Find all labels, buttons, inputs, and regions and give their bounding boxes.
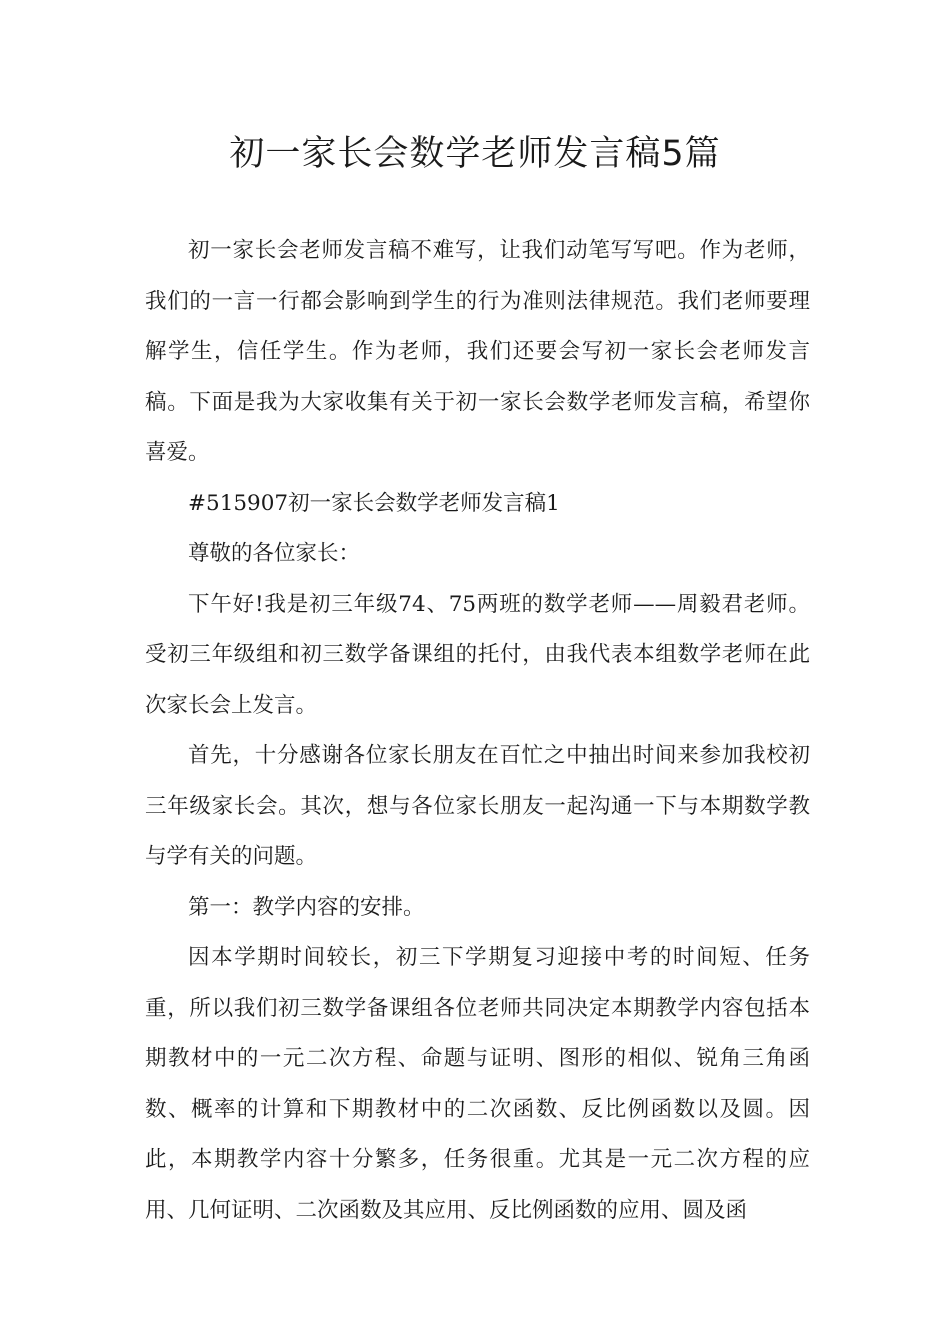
salutation: 尊敬的各位家长：: [188, 541, 361, 566]
thanks-paragraph: 首先，十分感谢各位家长朋友在百忙之中抽出时间来参加我校初三年级家长会。其次，想与各位家长朋友一起沟通一下与本期数学教与学有关的问题。: [145, 743, 810, 869]
content-paragraph: 因本学期时间较长，初三下学期复习迎接中考的时间短、任务重，所以我们初三数学备课组各位老师共同决定本期教学内容包括本期教材中的一元二次方程、命题与证明、图形的相似、锐角三角函数、概率的计算和下期教材中的二次函数、反比例函数以及圆。因此，本期教学内容十分繁多，任务很重。尤其是一元二次方程的应用、几何证明、二次函数及其应用、反比例函数的应用、圆及函: [145, 945, 810, 1223]
intro-paragraph: 初一家长会老师发言稿不难写，让我们动笔写写吧。作为老师，我们的一言一行都会影响到学生的行为准则法律规范。我们老师要理解学生，信任学生。作为老师，我们还要会写初一家长会老师发言稿。下面是我为大家收集有关于初一家长会数学老师发言稿，希望你喜爱。: [145, 238, 810, 465]
document-title: 初一家长会数学老师发言稿5篇: [229, 134, 721, 174]
greeting-paragraph: 下午好!我是初三年级74、75两班的数学老师——周毅君老师。受初三年级组和初三数学备课组的托付，由我代表本组数学老师在此次家长会上发言。: [145, 591, 810, 718]
section-heading: #515907初一家长会数学老师发言稿1: [188, 490, 560, 516]
document-body: [145, 226, 810, 1236]
point-one-heading: 第一：教学内容的安排。: [188, 894, 425, 920]
